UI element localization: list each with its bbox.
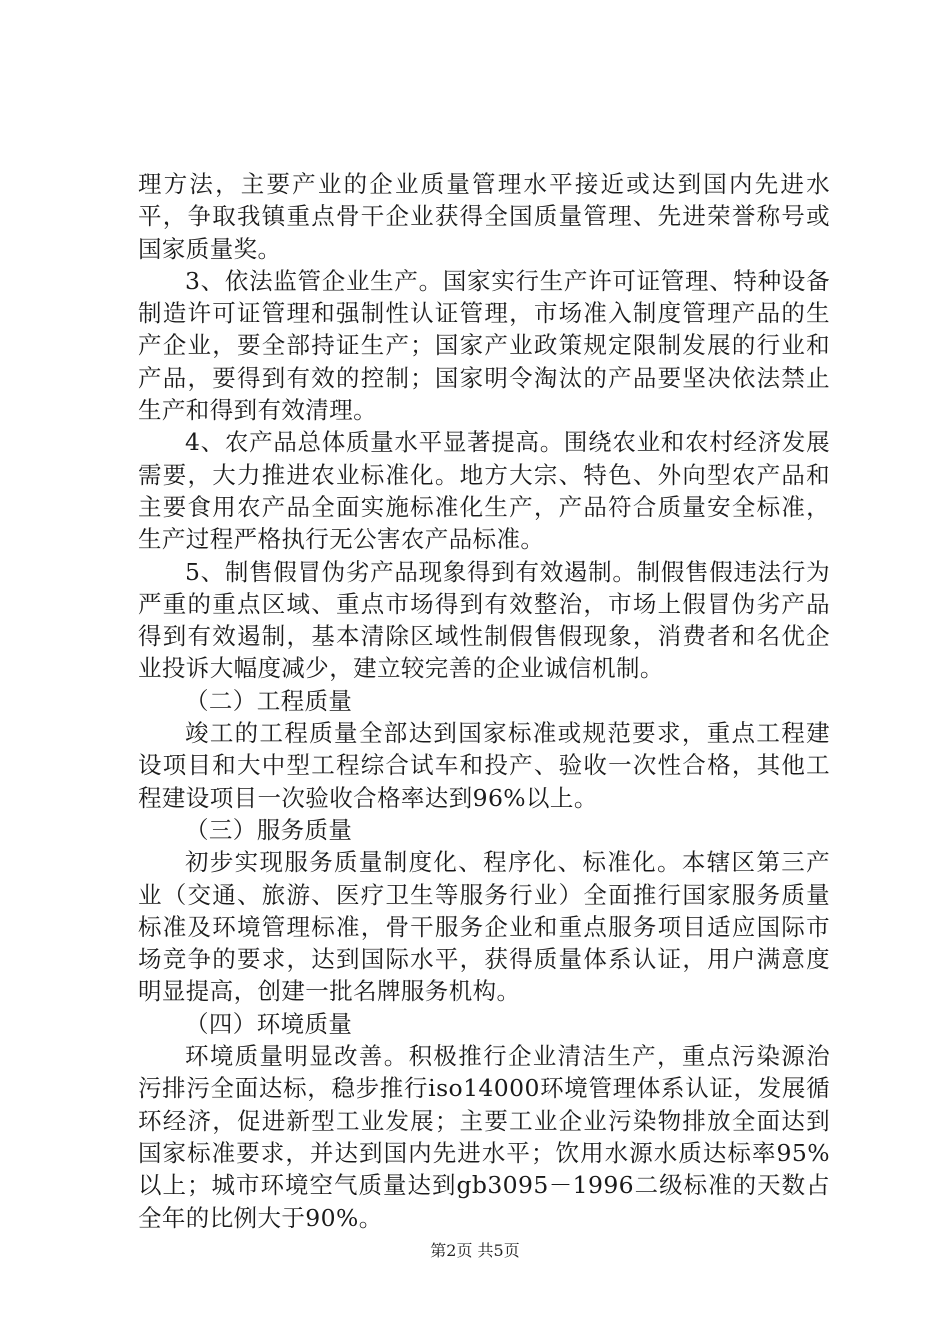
paragraph-engineering-quality: 竣工的工程质量全部达到国家标准或规范要求，重点工程建设项目和大中型工程综合试车和投产、验收一次性合格，其他工程建设项目一次验收合格率达到96%以上。 xyxy=(138,719,830,812)
paragraph-item-3: 3、依法监管企业生产。国家实行生产许可证管理、特种设备制造许可证管理和强制性认证管理，市场准入制度管理产品的生产企业，要全部持证生产；国家产业政策规定限制发展的行业和产品，要得到有效的控制；国家明令淘汰的产品要坚决依法禁止生产和得到有效清理。 xyxy=(138,266,830,425)
section-heading-engineering-quality: （二）工程质量 xyxy=(185,686,353,715)
paragraph-service-quality: 初步实现服务质量制度化、程序化、标准化。本辖区第三产业（交通、旅游、医疗卫生等服务行业）全面推行国家服务质量标准及环境管理标准，骨干服务企业和重点服务项目适应国际市场竞争的要求，达到国际水平，获得质量体系认证，用户满意度明显提高，创建一批名牌服务机构。 xyxy=(138,848,830,1006)
paragraph-environment-quality: 环境质量明显改善。积极推行企业清洁生产，重点污染源治污排污全面达标，稳步推行iso14000环境管理体系认证，发展循环经济，促进新型工业发展；主要工业企业污染物排放全面达到国家标准要求，并达到国内先进水平；饮用水源水质达标率95%以上；城市环境空气质量达到gb3095－1996二级标准的天数占全年的比例大于90%。 xyxy=(138,1042,830,1232)
section-heading-environment-quality: （四）环境质量 xyxy=(185,1009,353,1038)
document-body xyxy=(138,168,830,1234)
section-heading-service-quality: （三）服务质量 xyxy=(185,815,353,844)
paragraph-item-5: 5、制售假冒伪劣产品现象得到有效遏制。制假售假违法行为严重的重点区域、重点市场得到有效整治，市场上假冒伪劣产品得到有效遏制，基本清除区域性制假售假现象，消费者和名优企业投诉大幅度减少，建立较完善的企业诚信机制。 xyxy=(138,557,830,683)
page-footer xyxy=(0,1241,950,1261)
paragraph-item-4: 4、农产品总体质量水平显著提高。围绕农业和农村经济发展需要，大力推进农业标准化。地方大宗、特色、外向型农产品和主要食用农产品全面实施标准化生产，产品符合质量安全标准，生产过程严格执行无公害农产品标准。 xyxy=(138,428,830,554)
page-number-label: 第2页 共5页 xyxy=(430,1241,520,1260)
paragraph-continuation: 理方法，主要产业的企业质量管理水平接近或达到国内先进水平，争取我镇重点骨干企业获得全国质量管理、先进荣誉称号或国家质量奖。 xyxy=(138,170,830,263)
